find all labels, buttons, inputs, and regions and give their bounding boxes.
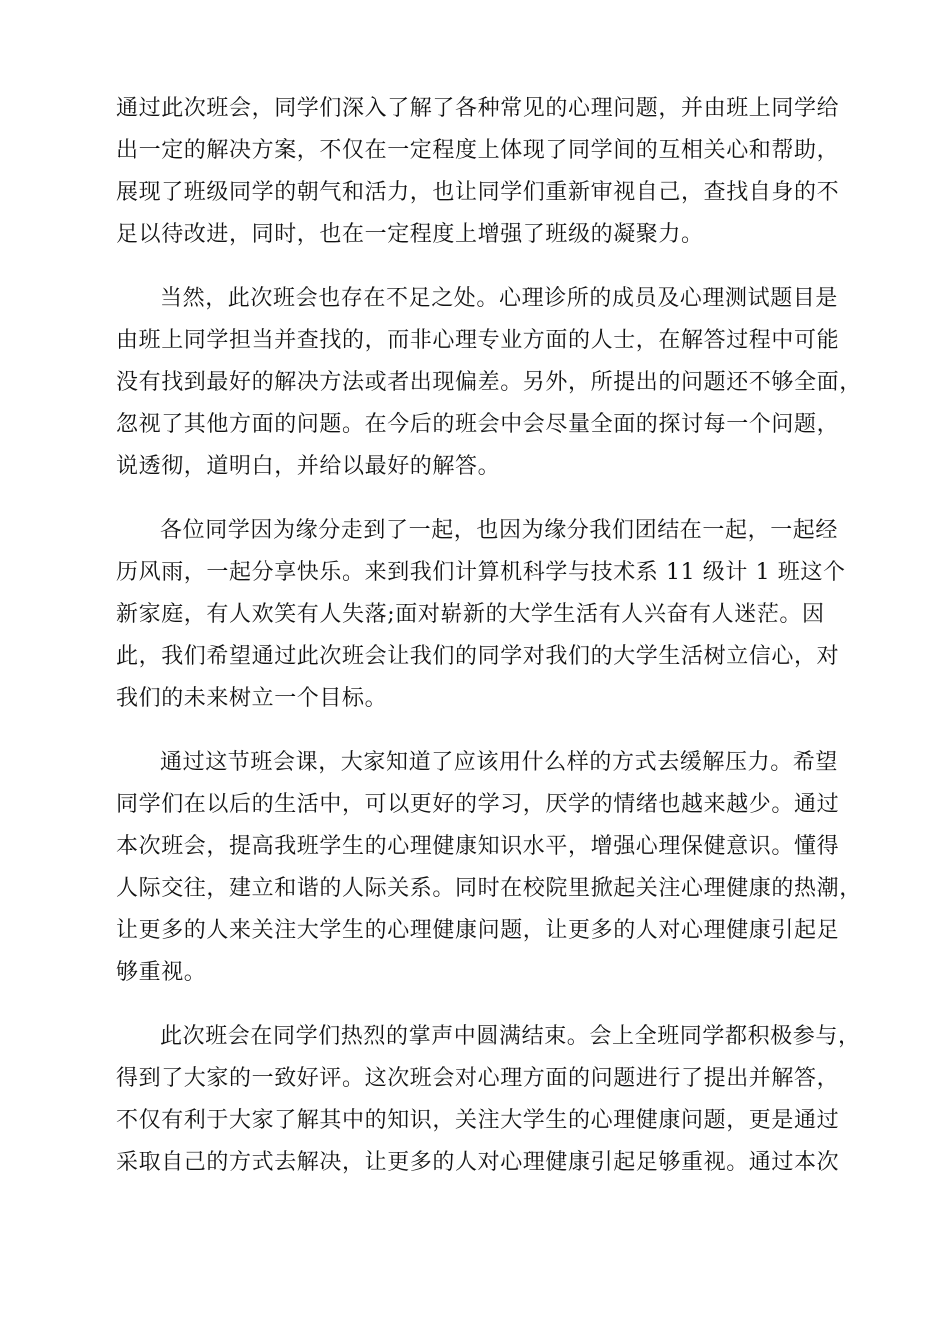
text-line: 本次班会，提高我班学生的心理健康知识水平，增强心理保健意识。懂得 [116, 834, 840, 859]
text-line: 由班上同学担当并查找的，而非心理专业方面的人士，在解答过程中可能 [116, 328, 840, 353]
document-body [116, 88, 862, 1206]
text-line: 说透彻，道明白，并给以最好的解答。 [116, 454, 501, 479]
text-line: 通过此次班会，同学们深入了解了各种常见的心理问题，并由班上同学给 [116, 96, 840, 121]
paragraph-1 [116, 88, 840, 256]
text-line: 新家庭，有人欢笑有人失落;面对崭新的大学生活有人兴奋有人迷茫。因 [116, 602, 825, 627]
text-line: 人际交往，建立和谐的人际关系。同时在校院里掀起关注心理健康的热潮， [116, 876, 862, 901]
paragraph-3 [116, 510, 846, 720]
text-line: 当然，此次班会也存在不足之处。心理诊所的成员及心理测试题目是 [160, 286, 839, 311]
text-line: 得到了大家的一致好评。这次班会对心理方面的问题进行了提出并解答， [116, 1066, 840, 1091]
text-line: 足以待改进，同时，也在一定程度上增强了班级的凝聚力。 [116, 222, 704, 247]
text-line: 此次班会在同学们热烈的掌声中圆满结束。会上全班同学都积极参与， [160, 1024, 861, 1049]
text-line: 不仅有利于大家了解其中的知识，关注大学生的心理健康问题，更是通过 [116, 1108, 840, 1133]
text-line: 展现了班级同学的朝气和活力，也让同学们重新审视自己，查找自身的不 [116, 180, 840, 205]
paragraph-5 [116, 1016, 861, 1184]
text-line: 让更多的人来关注大学生的心理健康问题，让更多的人对心理健康引起足 [116, 918, 840, 943]
text-line: 我们的未来树立一个目标。 [116, 686, 388, 711]
paragraph-4 [116, 742, 862, 994]
text-line: 此，我们希望通过此次班会让我们的同学对我们的大学生活树立信心，对 [116, 644, 840, 669]
text-line: 忽视了其他方面的问题。在今后的班会中会尽量全面的探讨每一个问题， [116, 412, 840, 437]
text-line: 没有找到最好的解决方法或者出现偏差。另外，所提出的问题还不够全面， [116, 370, 862, 395]
text-line: 同学们在以后的生活中，可以更好的学习，厌学的情绪也越来越少。通过 [116, 792, 840, 817]
text-line: 历风雨，一起分享快乐。来到我们计算机科学与技术系 11 级计 1 班这个 [116, 560, 846, 585]
text-line: 够重视。 [116, 960, 207, 985]
paragraph-2 [116, 278, 862, 488]
text-line: 出一定的解决方案，不仅在一定程度上体现了同学间的互相关心和帮助， [116, 138, 840, 163]
text-line: 各位同学因为缘分走到了一起，也因为缘分我们团结在一起，一起经 [160, 518, 839, 543]
text-line: 采取自己的方式去解决，让更多的人对心理健康引起足够重视。通过本次 [116, 1150, 840, 1175]
text-line: 通过这节班会课，大家知道了应该用什么样的方式去缓解压力。希望 [160, 750, 839, 775]
